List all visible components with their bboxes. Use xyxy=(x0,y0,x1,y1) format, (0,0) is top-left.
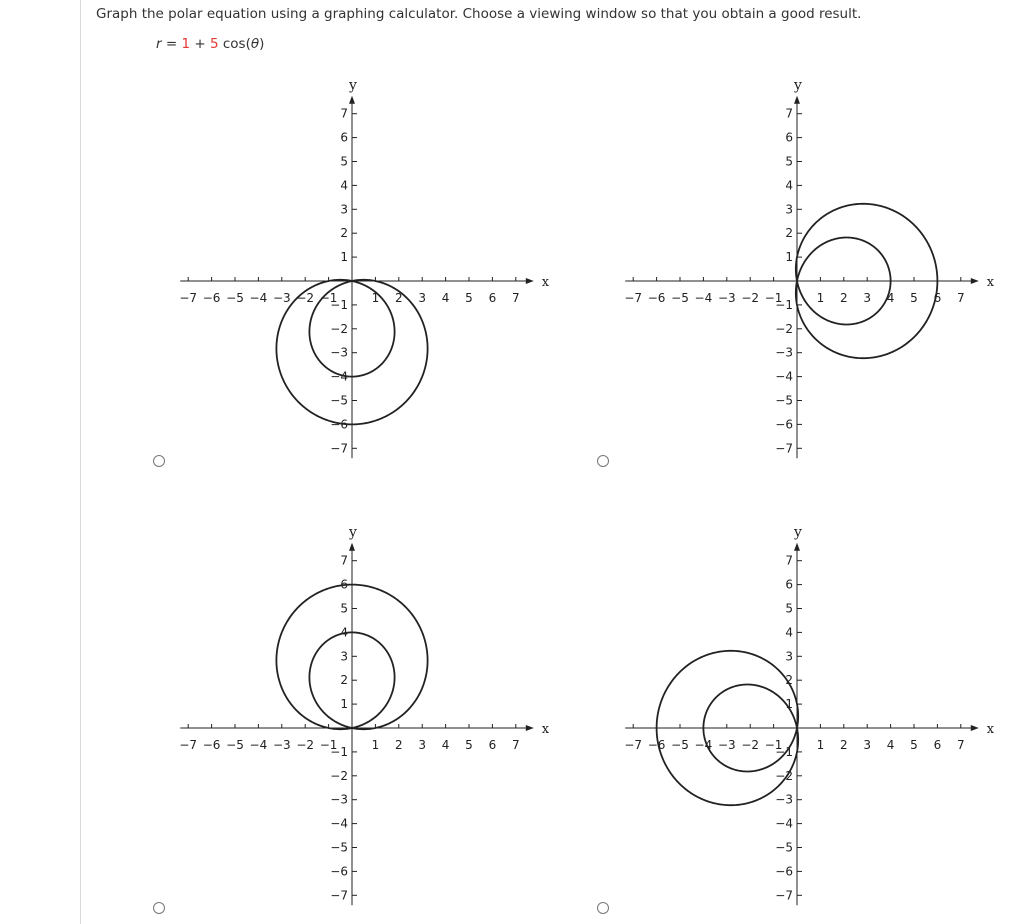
y-tick-label: −5 xyxy=(330,393,348,408)
y-tick-label: 7 xyxy=(340,553,348,568)
x-tick-label: −4 xyxy=(249,291,268,305)
y-axis-label: y xyxy=(794,524,802,541)
y-tick-label: −5 xyxy=(775,393,793,408)
x-tick-label: −1 xyxy=(319,738,338,752)
x-tick-label: −2 xyxy=(296,291,315,305)
x-tick-label: 2 xyxy=(394,291,403,305)
x-tick-label: −2 xyxy=(296,738,315,752)
x-tick-label: −7 xyxy=(179,291,198,305)
x-tick-label: −1 xyxy=(764,291,783,305)
y-tick-label: 2 xyxy=(785,226,793,241)
equation-constant-a: 1 xyxy=(181,36,191,52)
x-tick-label: −1 xyxy=(319,291,338,305)
x-tick-label: 1 xyxy=(816,738,825,752)
equation-close: ) xyxy=(259,36,265,52)
y-tick-label: −4 xyxy=(775,369,793,384)
y-tick-label: −5 xyxy=(775,840,793,855)
y-tick-label: 4 xyxy=(785,625,793,640)
y-tick-label: −7 xyxy=(330,888,348,903)
y-tick-label: 2 xyxy=(340,226,348,241)
y-tick-label: 4 xyxy=(340,178,348,193)
x-tick-label: 7 xyxy=(956,738,965,752)
x-tick-label: 4 xyxy=(886,738,895,752)
y-tick-label: 7 xyxy=(785,106,793,121)
equation-func: cos( xyxy=(218,36,251,52)
x-tick-label: 3 xyxy=(863,291,872,305)
x-tick-label: −6 xyxy=(647,291,666,305)
y-tick-label: −3 xyxy=(775,792,793,807)
y-tick-label: 2 xyxy=(340,673,348,688)
x-tick-label: −4 xyxy=(694,738,713,752)
y-tick-label: 5 xyxy=(785,154,793,169)
equation-lhs: r xyxy=(156,36,162,52)
x-tick-label: −3 xyxy=(717,738,736,752)
x-tick-label: 5 xyxy=(465,291,473,305)
x-tick-label: −2 xyxy=(741,291,760,305)
y-tick-label: 1 xyxy=(785,250,793,265)
x-tick-label: −5 xyxy=(671,738,689,752)
x-tick-label: 5 xyxy=(910,738,918,752)
x-tick-label: 2 xyxy=(839,738,848,752)
x-tick-label: −2 xyxy=(741,738,760,752)
y-tick-label: −4 xyxy=(775,816,793,831)
x-tick-label: 7 xyxy=(511,738,520,752)
radio-option-d[interactable] xyxy=(597,902,609,914)
x-axis-label: x xyxy=(541,722,550,737)
x-tick-label: 5 xyxy=(465,738,473,752)
y-tick-label: −4 xyxy=(330,816,348,831)
y-tick-label: 3 xyxy=(785,202,793,217)
y-tick-label: −4 xyxy=(330,369,348,384)
x-tick-label: −6 xyxy=(647,738,666,752)
x-tick-label: 6 xyxy=(933,738,942,752)
x-tick-label: −4 xyxy=(694,291,713,305)
y-tick-label: −3 xyxy=(775,345,793,360)
y-tick-label: −7 xyxy=(775,441,793,456)
x-axis-label: x xyxy=(986,722,995,737)
y-tick-label: 6 xyxy=(340,577,348,592)
equation-plus: + xyxy=(190,36,210,52)
x-tick-label: 7 xyxy=(511,291,520,305)
y-tick-label: 6 xyxy=(785,130,793,145)
x-tick-label: 4 xyxy=(441,291,450,305)
x-tick-label: 2 xyxy=(839,291,848,305)
y-tick-label: −1 xyxy=(330,297,348,312)
y-tick-label: 2 xyxy=(785,673,793,688)
y-tick-label: −2 xyxy=(330,768,348,783)
y-tick-label: 5 xyxy=(340,601,348,616)
x-tick-label: −3 xyxy=(717,291,736,305)
equation-theta: θ xyxy=(250,36,260,52)
y-tick-label: −1 xyxy=(330,744,348,759)
x-tick-label: 1 xyxy=(371,738,380,752)
y-tick-label: 3 xyxy=(785,649,793,664)
x-tick-label: −6 xyxy=(202,291,221,305)
y-tick-label: −3 xyxy=(330,345,348,360)
y-tick-label: −1 xyxy=(775,744,793,759)
y-tick-label: −7 xyxy=(775,888,793,903)
y-tick-label: 5 xyxy=(785,601,793,616)
x-tick-label: 5 xyxy=(910,291,918,305)
x-tick-label: −7 xyxy=(624,738,643,752)
y-tick-label: 6 xyxy=(785,577,793,592)
y-tick-label: 3 xyxy=(340,202,348,217)
x-tick-label: 6 xyxy=(933,291,942,305)
y-tick-label: 1 xyxy=(785,697,793,712)
x-tick-label: −7 xyxy=(179,738,198,752)
y-axis-arrow xyxy=(794,543,800,551)
radio-option-a[interactable] xyxy=(153,455,165,467)
y-tick-label: −2 xyxy=(330,321,348,336)
radio-option-c[interactable] xyxy=(153,902,165,914)
y-tick-label: 5 xyxy=(340,154,348,169)
x-tick-label: 6 xyxy=(488,291,497,305)
equation-equals: = xyxy=(161,36,182,52)
x-tick-label: 4 xyxy=(886,291,895,305)
y-tick-label: −1 xyxy=(775,297,793,312)
y-tick-label: 6 xyxy=(340,130,348,145)
x-tick-label: 4 xyxy=(441,738,450,752)
y-tick-label: 1 xyxy=(340,697,348,712)
x-tick-label: 1 xyxy=(816,291,825,305)
x-tick-label: −3 xyxy=(272,291,291,305)
x-tick-label: 2 xyxy=(394,738,403,752)
x-tick-label: 3 xyxy=(418,291,427,305)
x-tick-label: −5 xyxy=(226,738,244,752)
y-tick-label: −6 xyxy=(775,864,793,879)
x-tick-label: 1 xyxy=(371,291,380,305)
y-tick-label: 7 xyxy=(785,553,793,568)
x-tick-label: −6 xyxy=(202,738,221,752)
x-tick-label: 3 xyxy=(863,738,872,752)
y-tick-label: 1 xyxy=(340,250,348,265)
y-tick-label: −2 xyxy=(775,768,793,783)
y-tick-label: −6 xyxy=(330,864,348,879)
x-axis-label: x xyxy=(986,275,995,290)
x-tick-label: 7 xyxy=(956,291,965,305)
y-tick-label: −2 xyxy=(775,321,793,336)
question-text: Graph the polar equation using a graphing calculator. Choose a viewing window so that you obtain a good result. xyxy=(96,6,862,22)
radio-option-b[interactable] xyxy=(597,455,609,467)
equation-constant-b: 5 xyxy=(209,36,219,52)
y-axis-label: y xyxy=(794,77,802,94)
y-tick-label: 4 xyxy=(340,625,348,640)
y-tick-label: −6 xyxy=(775,417,793,432)
y-tick-label: −6 xyxy=(330,417,348,432)
y-axis-label: y xyxy=(349,77,357,94)
x-tick-label: −3 xyxy=(272,738,291,752)
x-tick-label: −1 xyxy=(764,738,783,752)
x-tick-label: −5 xyxy=(671,291,689,305)
x-axis-arrow xyxy=(971,725,979,731)
x-tick-label: −5 xyxy=(226,291,244,305)
x-tick-label: 6 xyxy=(488,738,497,752)
y-tick-label: 7 xyxy=(340,106,348,121)
x-tick-label: −4 xyxy=(249,738,268,752)
y-tick-label: 3 xyxy=(340,649,348,664)
y-axis-label: y xyxy=(349,524,357,541)
x-axis-label: x xyxy=(541,275,550,290)
y-tick-label: 4 xyxy=(785,178,793,193)
y-tick-label: −7 xyxy=(330,441,348,456)
y-tick-label: −3 xyxy=(330,792,348,807)
y-tick-label: −5 xyxy=(330,840,348,855)
x-tick-label: 3 xyxy=(418,738,427,752)
x-tick-label: −7 xyxy=(624,291,643,305)
